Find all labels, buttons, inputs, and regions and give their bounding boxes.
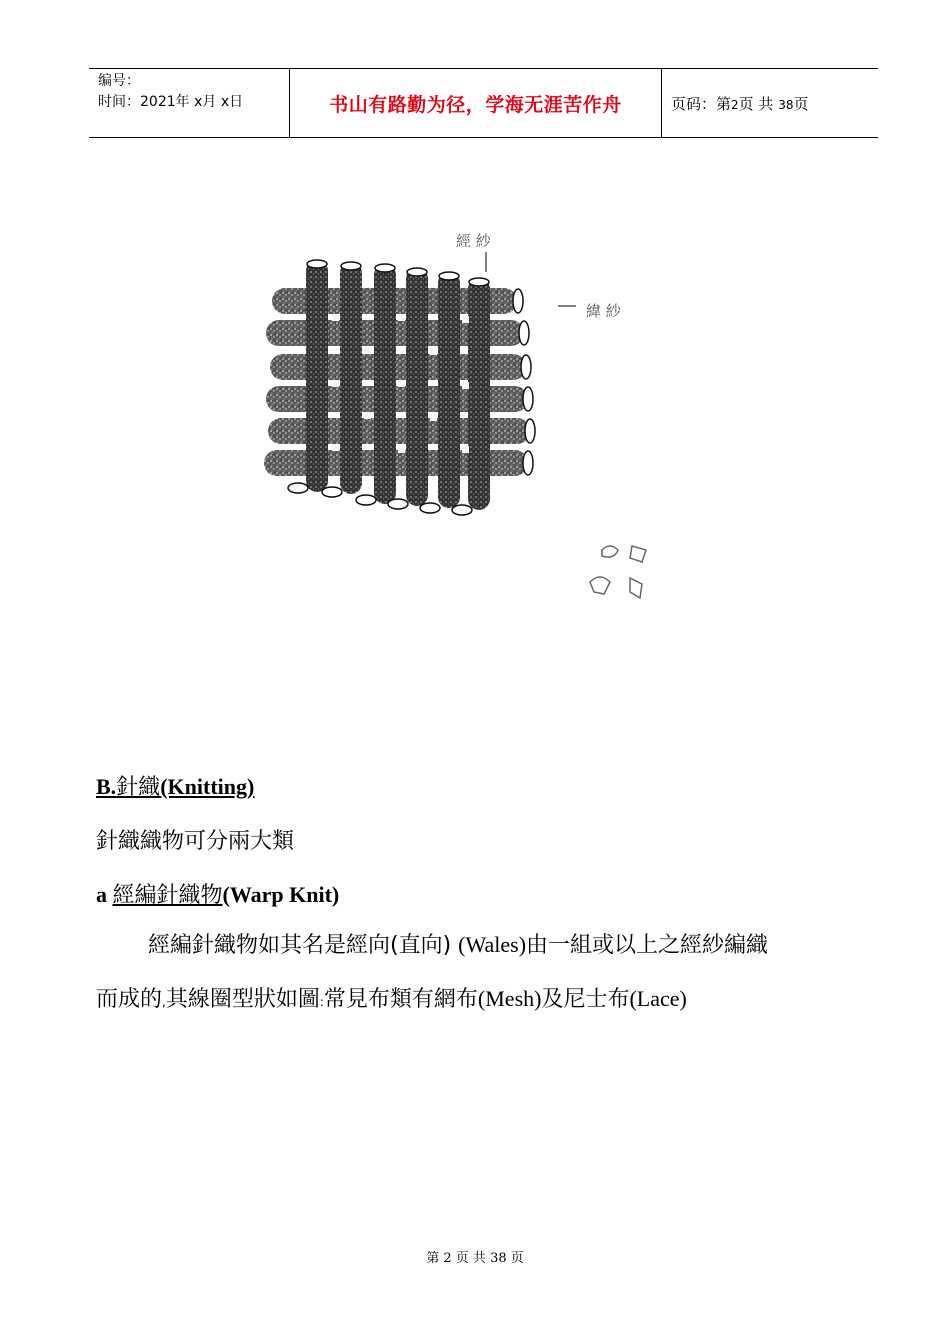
section-intro: 針織織物可分兩大類: [96, 829, 295, 854]
page-header: [89, 68, 878, 138]
doc-number: 编号：: [98, 73, 140, 89]
subsection-heading: a 經編針織物(Warp Knit): [96, 882, 340, 908]
page-footer: 第 2 页 共 38 页: [426, 1251, 524, 1266]
header-page-info: 页码：第2页 共 38页: [671, 94, 809, 113]
woven-fabric-figure: [240, 220, 680, 640]
corner-marks: [590, 546, 646, 598]
section-heading: B.針織(Knitting): [96, 774, 255, 800]
label-warp-yarn: 經 紗: [456, 232, 491, 250]
header-motto-cell: [289, 69, 662, 137]
paragraph-line-2: 而成的,其線圈型狀如圖:常見布類有網布(Mesh)及尼士布(Lace): [96, 986, 687, 1012]
header-motto: 书山有路勤为径，学海无涯苦作舟: [329, 93, 622, 116]
weave-grid: [264, 260, 535, 515]
label-weft-yarn: 緯 紗: [586, 302, 621, 320]
header-meta-cell: [89, 69, 289, 137]
header-page-cell: [662, 69, 878, 137]
paragraph-line-1: 經編針織物如其名是經向(直向) (Wales)由一組或以上之經紗編織: [148, 932, 769, 958]
doc-time: 时间：2021年 x月 x日: [98, 94, 244, 110]
